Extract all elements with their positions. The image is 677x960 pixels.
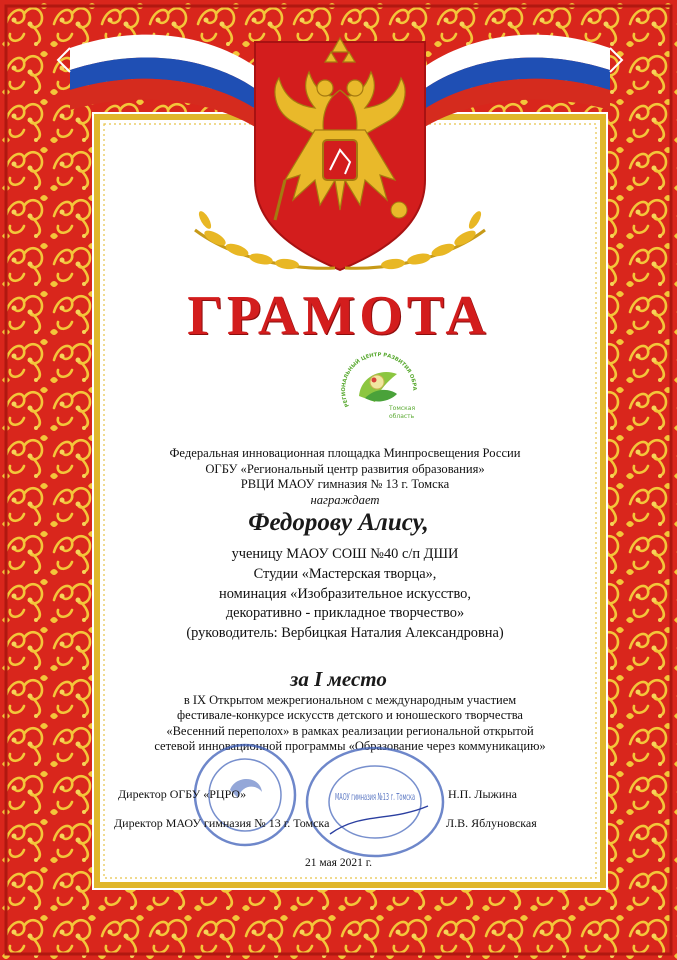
issuer-block	[110, 446, 580, 508]
event-line: сетевой инновационной программы «Образование через коммуникацию»	[154, 738, 546, 753]
russian-coat-of-arms-icon	[175, 30, 505, 280]
signature-name: Н.П. Лыжина	[448, 787, 517, 801]
awards-word: награждает	[310, 492, 380, 507]
issuer-line: ОГБУ «Региональный центр развития образования»	[205, 461, 485, 476]
recipient-details	[110, 545, 580, 644]
rcro-logo-icon	[331, 336, 421, 426]
event-line: в IX Открытом межрегиональном с международным участием	[183, 693, 517, 707]
signature-position: Директор ОГБУ «РЦРО»	[118, 787, 247, 801]
issuer-line: РВЦИ МАОУ гимназия № 13 г. Томска	[240, 477, 450, 491]
logo-arc-text: РЕГИОНАЛЬНЫЙ ЦЕНТР РАЗВИТИЯ ОБРА	[341, 352, 418, 408]
award-place: за I место	[290, 667, 387, 691]
detail-line: номинация «Изобразительное искусство,	[219, 585, 471, 602]
logo-region-line1: Томская	[389, 405, 416, 412]
certificate-title: ГРАМОТА	[187, 285, 490, 347]
stamp-text: МАОУ гимназия №13 г. Томска	[335, 792, 415, 803]
detail-line: (руководитель: Вербицкая Наталия Александровна)	[186, 625, 504, 642]
event-line: «Весенний переполох» в рамках реализации региональной открытой	[166, 723, 534, 738]
certificate-date: 21 мая 2021 г.	[304, 857, 372, 869]
issuer-line: Федеральная инновационная площадка Минпросвещения России	[169, 446, 521, 460]
signature-position: Директор МАОУ гимназия № 13 г. Томска	[114, 816, 330, 830]
detail-line: Студии «Мастерская творца»,	[253, 565, 437, 582]
signature-name: Л.В. Яблуновская	[446, 816, 537, 830]
logo-region-line2: область	[389, 413, 415, 420]
recipient-name: Федорову Алису,	[248, 509, 429, 536]
stamp-seal-icon	[300, 742, 450, 862]
detail-line: ученицу МАОУ СОШ №40 с/п ДШИ	[231, 546, 459, 562]
detail-line: декоративно - прикладное творчество»	[225, 605, 465, 622]
event-line: фестивале-конкурсе искусств детского и юношеского творчества	[177, 708, 523, 723]
